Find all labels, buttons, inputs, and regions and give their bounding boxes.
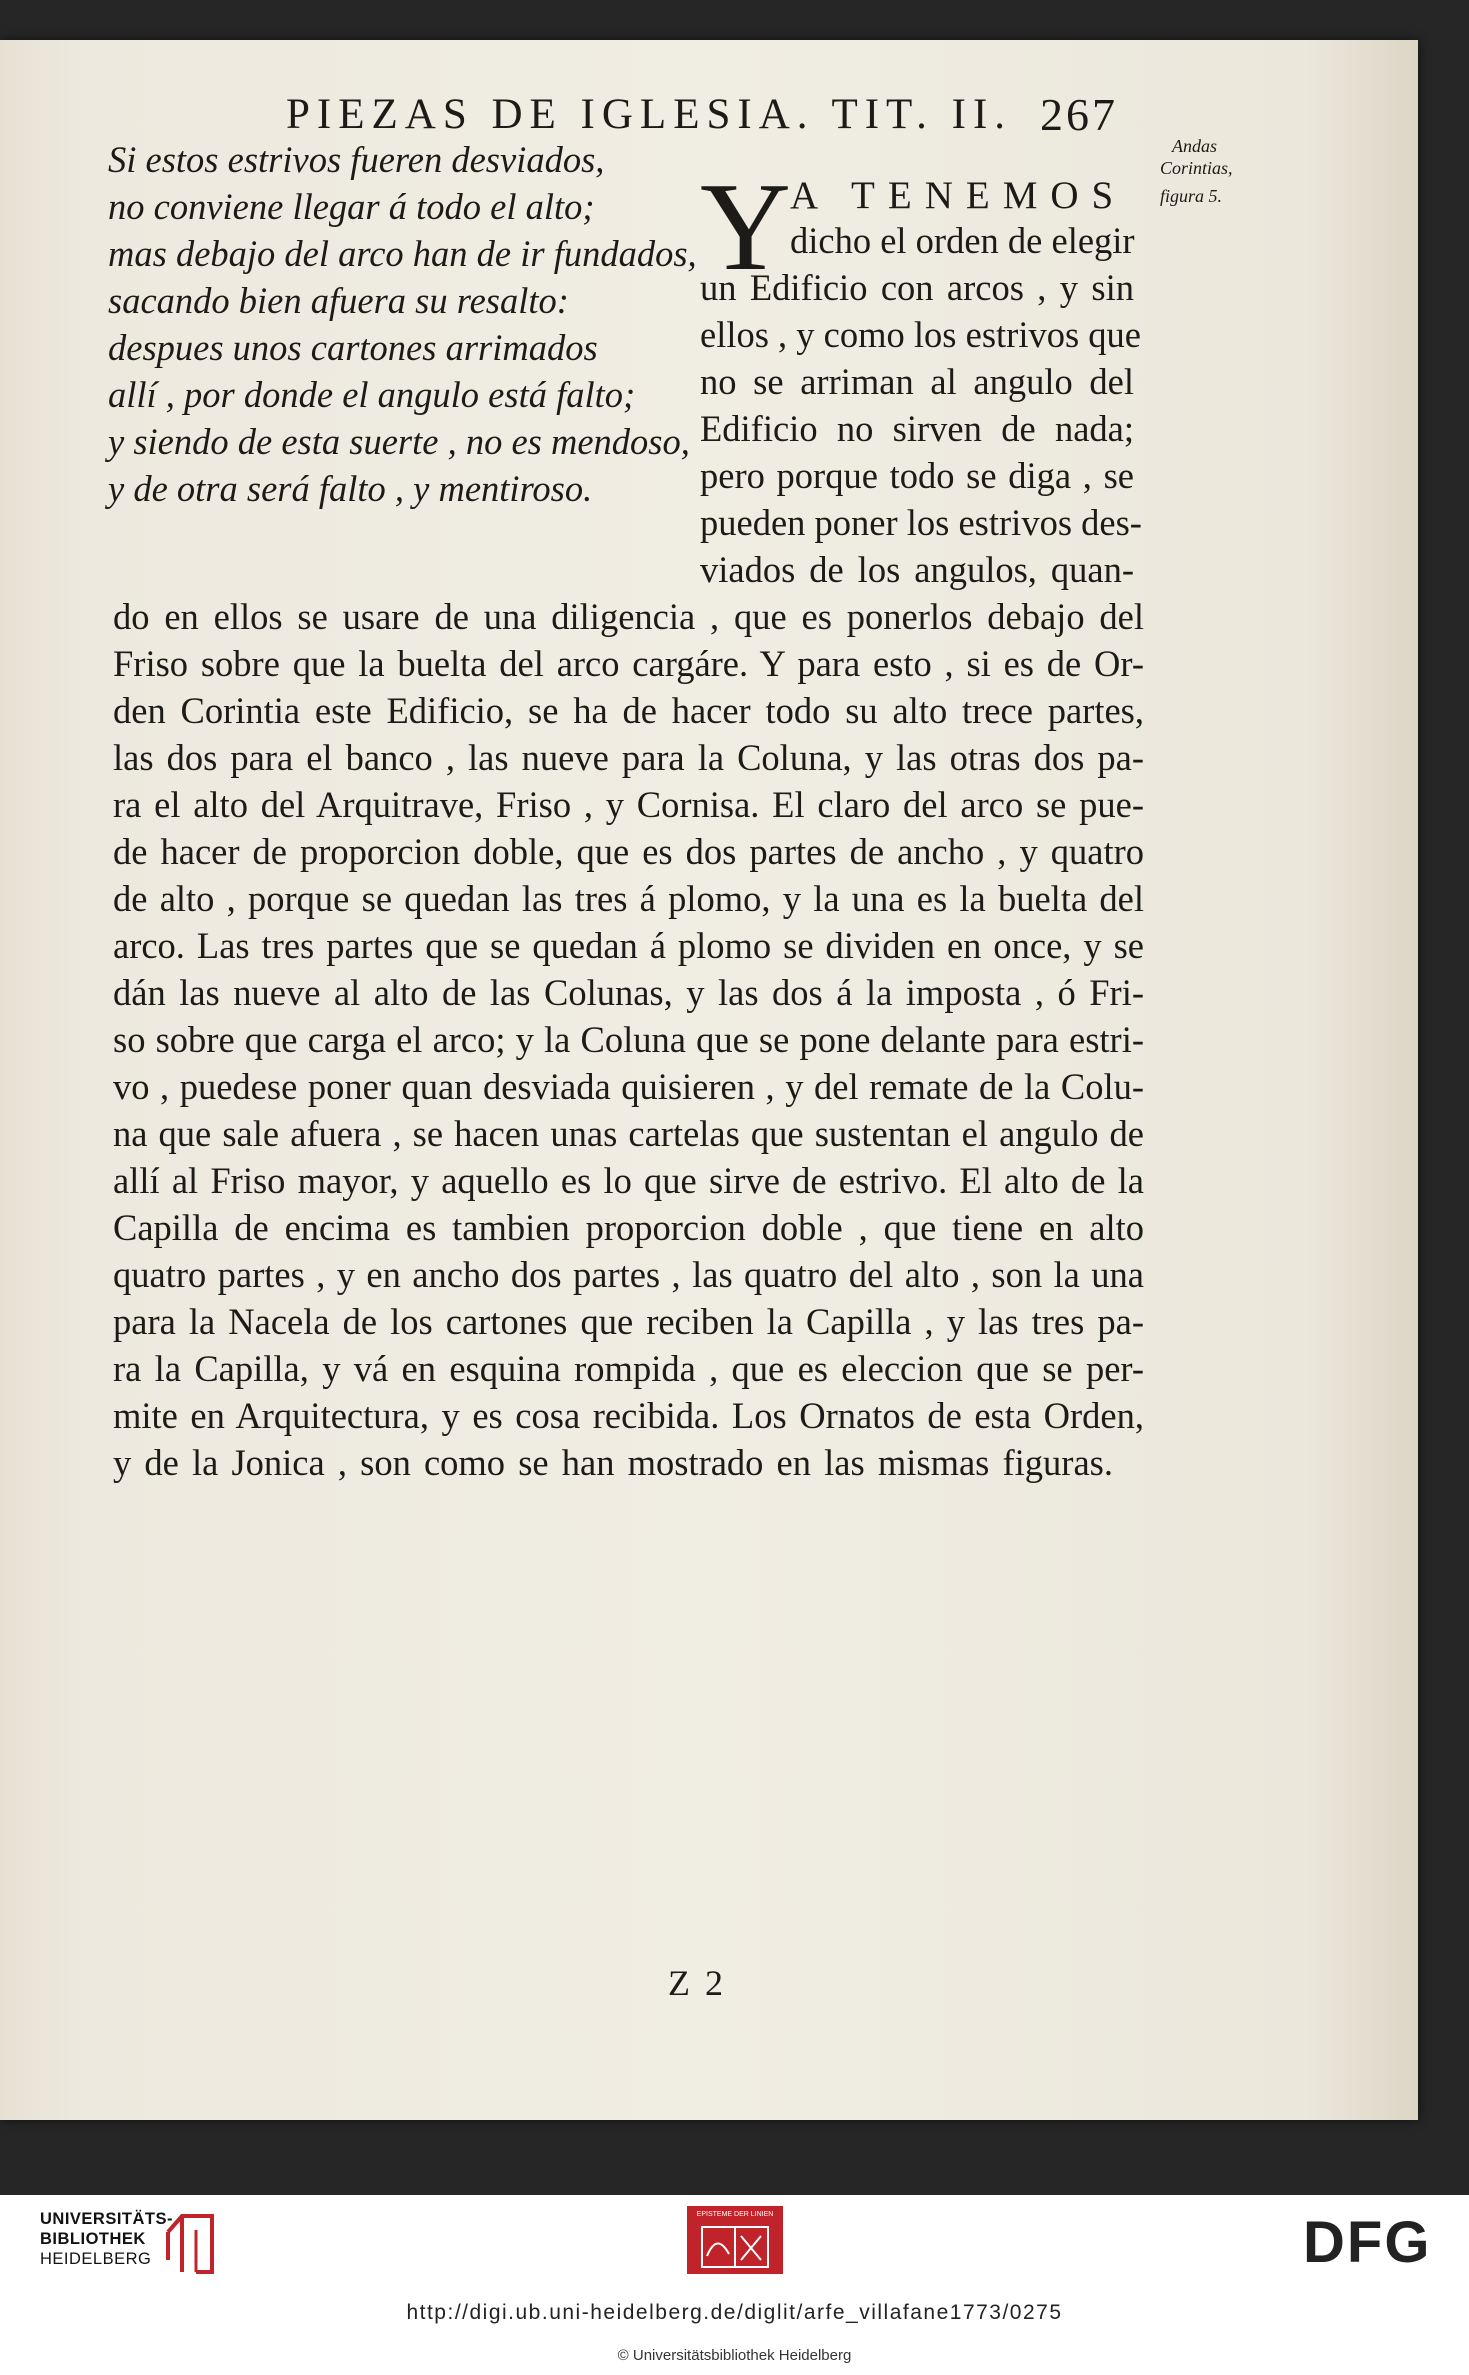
library-emblem-icon [160,2210,220,2280]
body-line: para la Nacela de los cartones que reciben la Capilla , y las tres pa- [113,1301,1144,1342]
body-line: de alto , porque se quedan las tres á plomo, y la una es la buelta del [113,878,1144,919]
verse-line: y de otra será falto , y mentiroso. [108,468,593,509]
column-line: dicho el orden de elegir [790,220,1135,261]
column-line: pero porque todo se diga , se [700,455,1134,496]
body-line: vo , puedese poner quan desviada quisieren , y del remate de la Colu- [113,1066,1144,1107]
body-line: y de la Jonica , son como se han mostrado en las mismas figuras. [113,1442,1113,1483]
copyright-notice: © Universitätsbibliothek Heidelberg [617,2347,852,2364]
verse-line: allí , por donde el angulo está falto; [108,374,636,415]
drop-cap: Y [700,158,791,297]
episteme-der-linien-logo[interactable] [687,2206,783,2274]
column-line: un Edificio con arcos , y sin [700,267,1134,308]
body-line: so sobre que carga el arco; y la Coluna que se pone delante para estri- [113,1019,1144,1060]
episteme-logo-label: EPISTEME DER LINIEN [696,2211,774,2218]
verse-line: sacando bien afuera su resalto: [108,280,569,321]
university-name-line: BIBLIOTHEK [40,2230,146,2248]
episteme-lines-icon [701,2226,769,2268]
verse-line: despues unos cartones arrimados [108,327,598,368]
verse-line: y siendo de esta suerte , no es mendoso, [108,421,690,462]
verse-line: no conviene llegar á todo el alto; [108,186,595,227]
body-line: den Corintia este Edificio, se ha de hacer todo su alto trece partes, [113,690,1144,731]
column-line: viados de los angulos, quan- [700,549,1134,590]
body-line: Capilla de encima es tambien proporcion doble , que tiene en alto [113,1207,1144,1248]
column-line: no se arriman al angulo del [700,361,1134,402]
margin-note: Andas [1172,136,1217,156]
book-page [0,40,1418,2120]
margin-note: figura 5. [1160,186,1223,206]
signature-mark: Z 2 [668,1963,726,2003]
page-number: 267 [1040,89,1118,140]
body-line: mite en Arquitectura, y es cosa recibida. Los Ornatos de esta Orden, [113,1395,1144,1436]
body-line: ra el alto del Arquitrave, Friso , y Cornisa. El claro del arco se pue- [113,784,1144,825]
body-line: las dos para el banco , las nueve para la Coluna, y las otras dos pa- [113,737,1144,778]
margin-note: Corintias, [1160,158,1233,178]
dfg-logo-text: DFG [1303,2210,1432,2275]
running-head: PIEZAS DE IGLESIA. TIT. II. [286,91,1013,138]
body-line: allí al Friso mayor, y aquello es lo que sirve de estrivo. El alto de la [113,1160,1144,1201]
body-line: arco. Las tres partes que se quedan á plomo se dividen en once, y se [113,925,1144,966]
body-line: ra la Capilla, y vá en esquina rompida , que es eleccion que se per- [113,1348,1144,1389]
body-line: Friso sobre que la buelta del arco cargáre. Y para esto , si es de Or- [113,643,1144,684]
body-line: na que sale afuera , se hacen unas cartelas que sustentan el angulo de [113,1113,1144,1154]
source-url-link[interactable]: http://digi.ub.uni-heidelberg.de/diglit/arfe_villafane1773/0275 [406,2301,1063,2324]
body-line: de hacer de proporcion doble, que es dos partes de ancho , y quatro [113,831,1144,872]
university-library-logo[interactable] [20,2210,210,2290]
university-name-line: HEIDELBERG [40,2250,152,2268]
body-line: do en ellos se usare de una diligencia , que es ponerlos debajo del [113,596,1144,637]
column-line: ellos , y como los estrivos que [700,314,1141,355]
column-line: pueden poner los estrivos des- [700,502,1142,543]
verse-line: Si estos estrivos fueren desviados, [108,139,605,180]
column-line: Edificio no sirven de nada; [700,408,1134,449]
body-line: dán las nueve al alto de las Colunas, y las dos á la imposta , ó Fri- [113,972,1144,1013]
university-name-line: UNIVERSITÄTS- [40,2210,174,2228]
opening-caps: A TENEMOS [790,174,1127,217]
dfg-logo[interactable] [1303,2210,1453,2275]
body-line: quatro partes , y en ancho dos partes , las quatro del alto , son la una [113,1254,1144,1295]
verse-line: mas debajo del arco han de ir fundados, [108,233,697,274]
